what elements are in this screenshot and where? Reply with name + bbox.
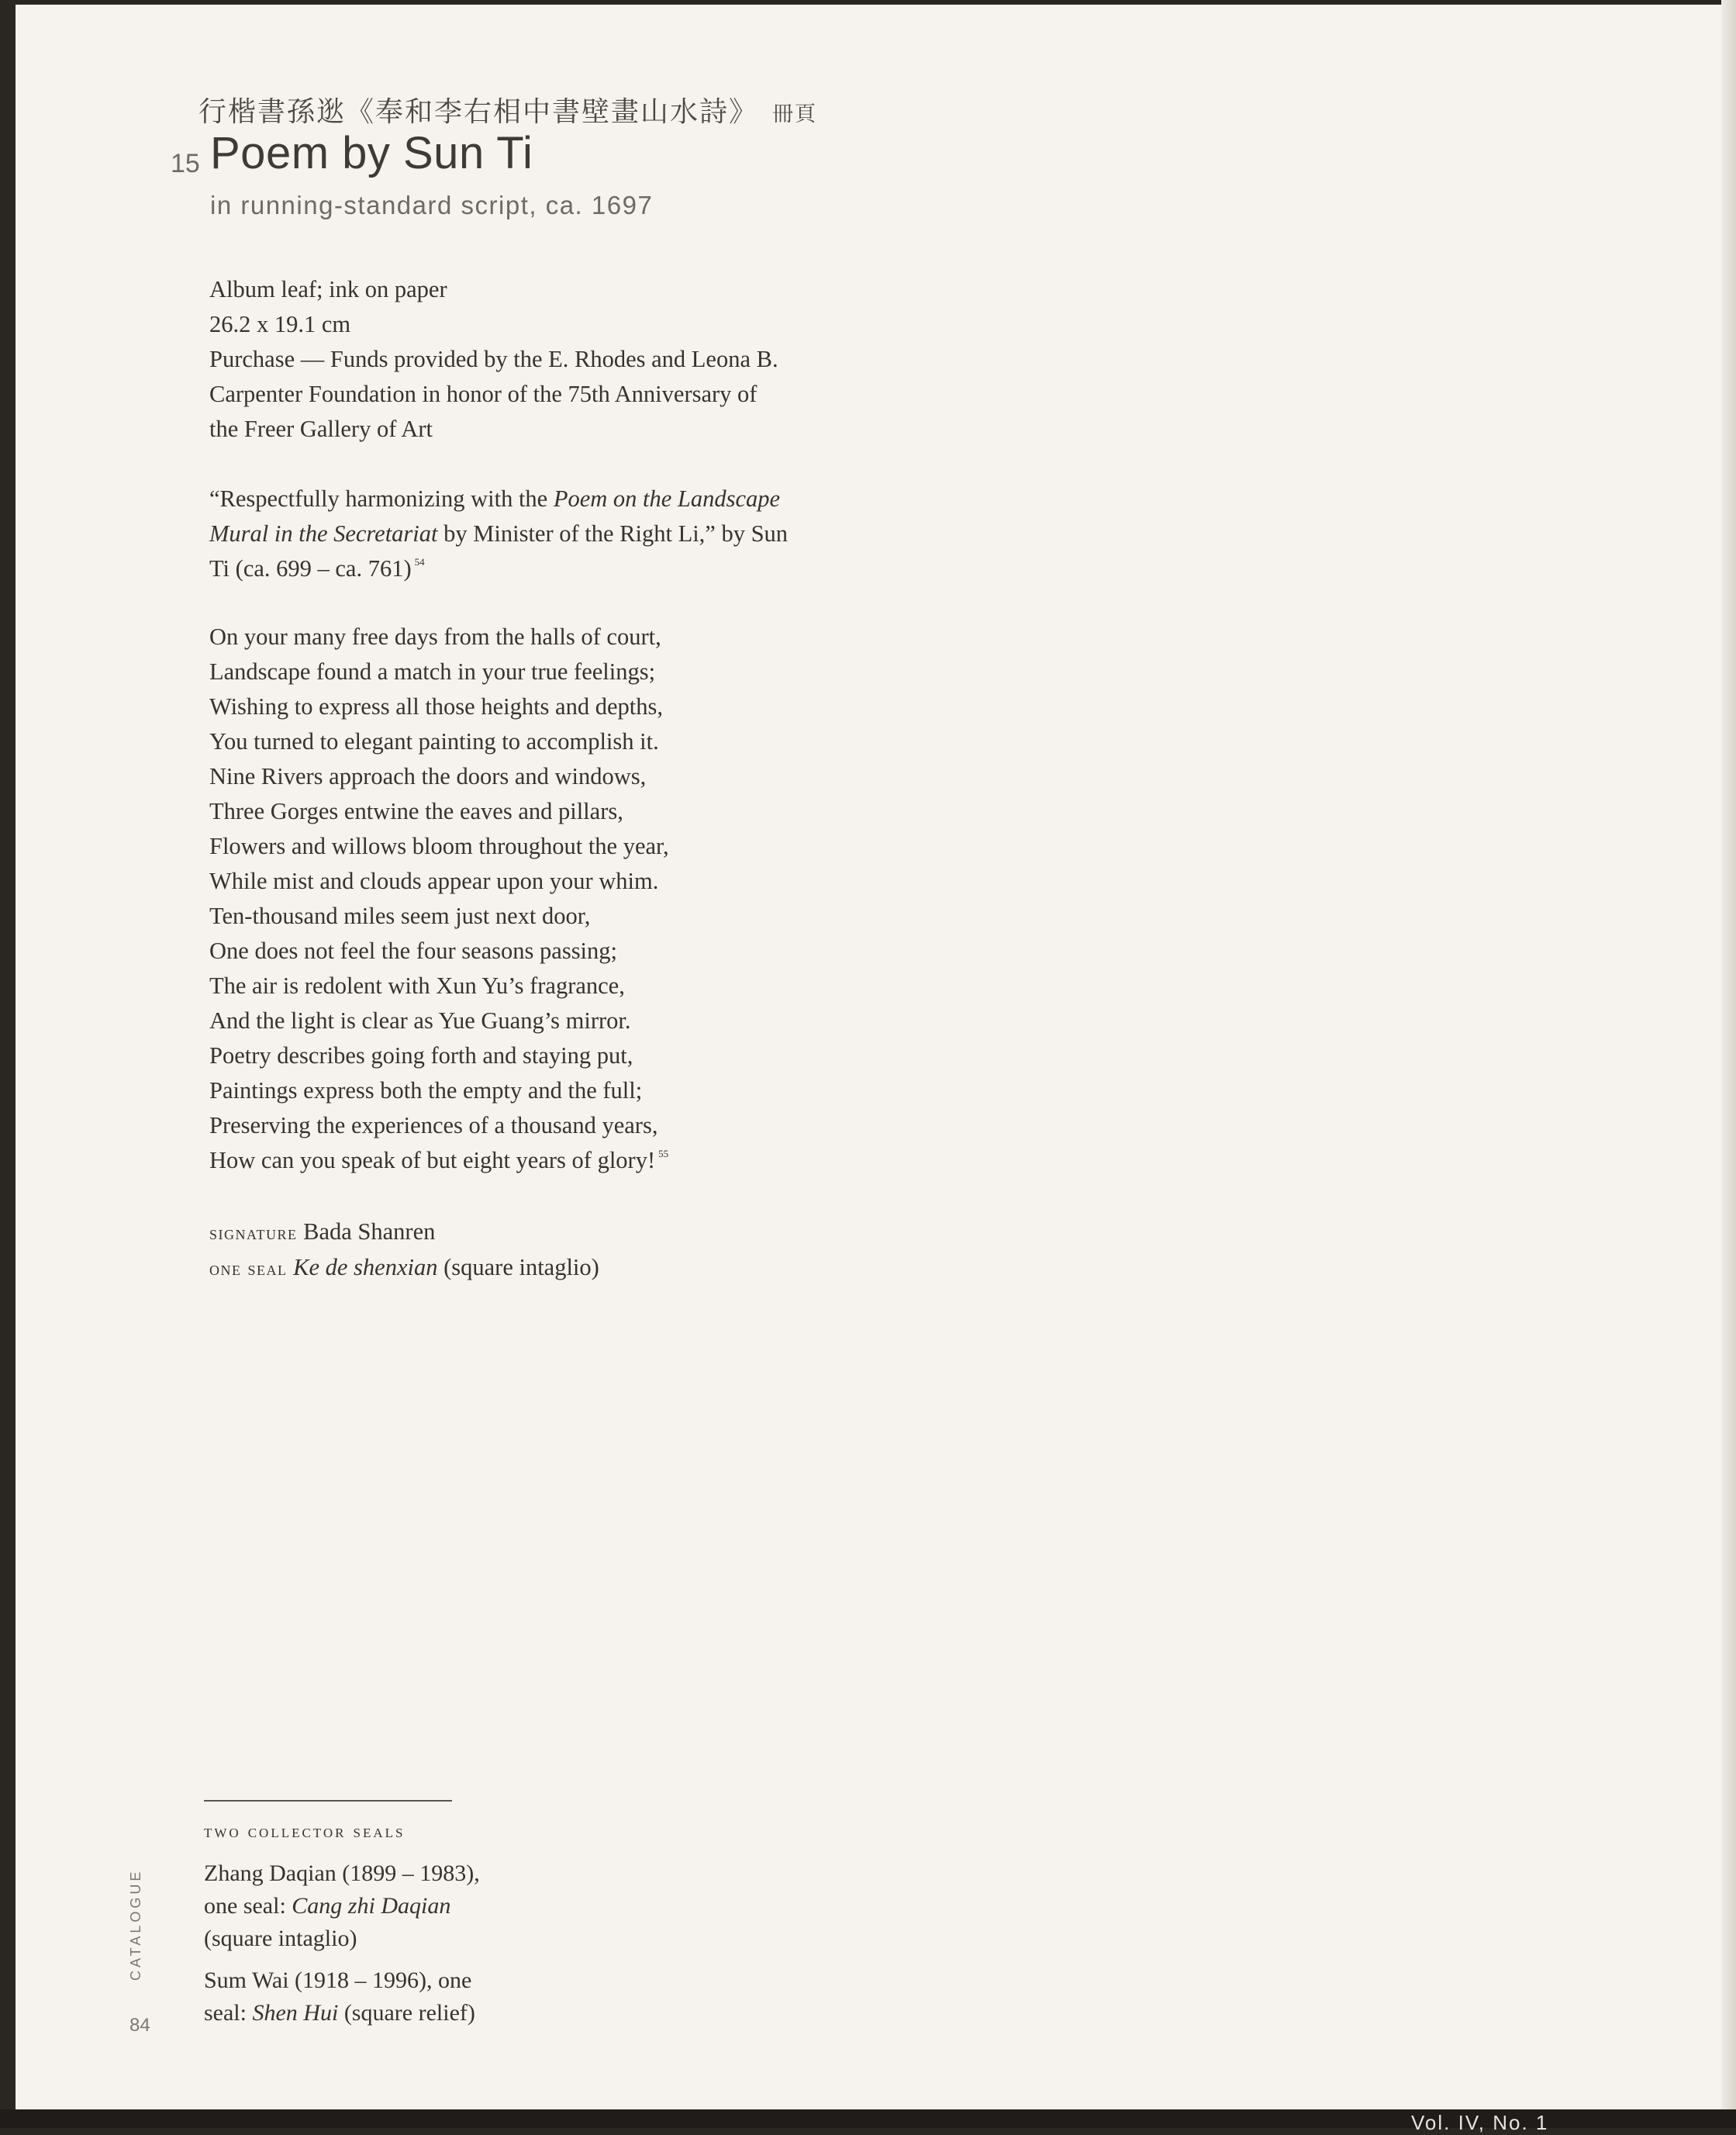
collector-seals [204, 1800, 480, 2030]
poem-line: And the light is clear as Yue Guang’s mirror. [209, 1007, 631, 1034]
poem-line: Flowers and willows bloom throughout the year, [209, 833, 669, 859]
poem-line: On your many free days from the halls of court, [209, 624, 661, 650]
poem-line [209, 1143, 669, 1178]
seal-type: (square intaglio) [437, 1254, 599, 1280]
collector-entry-1 [204, 1857, 480, 1955]
seal-label: one seal [209, 1257, 288, 1280]
chinese-title: 行楷書孫逖《奉和李右相中書壁畫山水詩》 冊頁 [198, 96, 818, 128]
footnote-ref: 55 [658, 1148, 669, 1159]
collector-name: Sum Wai (1918 – 1996), one [204, 1967, 472, 1993]
poem-line: Poetry describes going forth and staying put, [209, 1042, 633, 1069]
poem-line: Three Gorges entwine the eaves and pillars, [209, 798, 623, 824]
english-title: Poem by Sun Ti [210, 128, 533, 178]
collector-entry-2 [204, 1964, 480, 2030]
intro-dates: Ti (ca. 699 – ca. 761) [209, 555, 412, 582]
poem-line: Paintings express both the empty and the full; [209, 1077, 643, 1104]
credit-line-2: Carpenter Foundation in honor of the 75th Anniversary of [209, 381, 758, 407]
signature-block [209, 1214, 599, 1286]
divider-rule [204, 1800, 452, 1802]
credit-line-3: the Freer Gallery of Art [209, 416, 433, 442]
intro-text: by Minister of the Right Li,” by Sun [437, 520, 789, 547]
poem-text [209, 620, 669, 1178]
book-page [16, 5, 1721, 2114]
poem-line: One does not feel the four seasons passing; [209, 938, 618, 964]
signature-value: Bada Shanren [303, 1218, 436, 1245]
poem-intro [209, 482, 788, 586]
collector-seal-name: Shen Hui [252, 2000, 339, 2026]
page-number: 84 [129, 2015, 150, 2036]
poem-line: Wishing to express all those heights and depths, [209, 693, 663, 720]
object-details [209, 272, 778, 447]
collector-text: one seal: [204, 1893, 292, 1919]
poem-line: Landscape found a match in your true feelings; [209, 658, 656, 685]
dimensions-line: 26.2 x 19.1 cm [209, 311, 351, 337]
footer-text: Vol. IV, No. 1 [1411, 2111, 1549, 2134]
bottom-strip [0, 2109, 1736, 2134]
subtitle: in running-standard script, ca. 1697 [210, 191, 654, 219]
poem-line: Nine Rivers approach the doors and windows, [209, 763, 647, 789]
catalogue-number: 15 [171, 149, 200, 178]
format-line: Album leaf; ink on paper [209, 276, 447, 302]
collector-seal-type: (square relief) [338, 2000, 475, 2026]
page-edge [1721, 0, 1736, 2128]
section-label: CATALOGUE [128, 1868, 143, 1981]
poem-line: Ten-thousand miles seem just next door, [209, 903, 591, 929]
format-cn: 冊頁 [772, 102, 818, 126]
collector-seal-type: (square intaglio) [204, 1926, 357, 1951]
poem-line: The air is redolent with Xun Yu’s fragrance, [209, 972, 625, 999]
intro-italic-title-cont: Mural in the Secretariat [209, 520, 438, 547]
poem-line: Preserving the experiences of a thousand years, [209, 1112, 658, 1138]
collector-text: seal: [204, 2000, 253, 2026]
intro-text: “Respectfully harmonizing with the [209, 485, 554, 512]
credit-line-1: Purchase — Funds provided by the E. Rhodes and Leona B. [209, 346, 778, 372]
collector-seal-name: Cang zhi Daqian [292, 1893, 451, 1919]
poem-line: While mist and clouds appear upon your whim. [209, 868, 659, 894]
collector-heading: two collector seals [204, 1822, 406, 1842]
intro-italic-title: Poem on the Landscape [553, 485, 781, 512]
collector-name: Zhang Daqian (1899 – 1983), [204, 1860, 480, 1886]
footnote-ref: 54 [414, 556, 425, 568]
signature-label: signature [209, 1221, 298, 1244]
seal-name: Ke de shenxian [293, 1254, 438, 1280]
poem-last-line: How can you speak of but eight years of glory! [209, 1147, 656, 1173]
poem-line: You turned to elegant painting to accomplish it. [209, 728, 659, 755]
